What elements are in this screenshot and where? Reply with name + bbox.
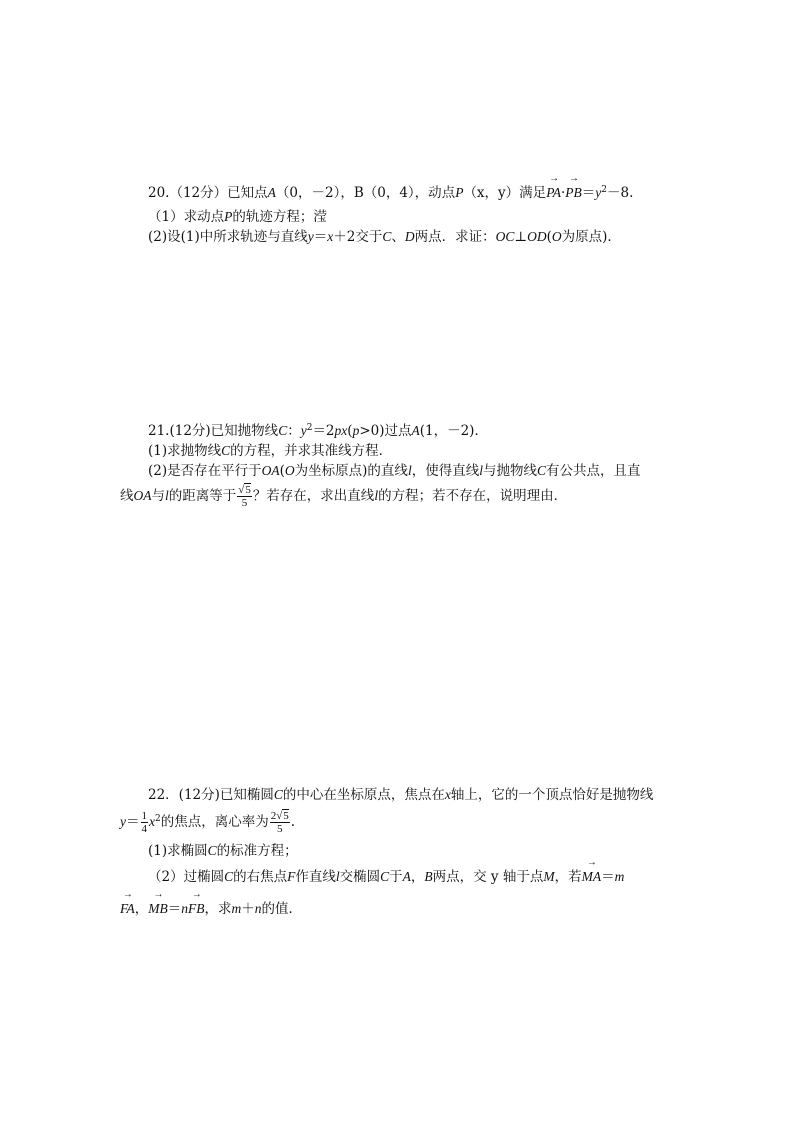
fraction-numerator: √5 [238,484,251,496]
fraction-denominator: 4 [141,823,147,835]
q22-part2 [148,868,624,886]
q20-part2 [148,228,621,246]
q21-part2-text: ( [279,463,285,479]
ellipse-C: C [224,869,234,884]
q22-part2-text: 的右焦点 [233,869,288,885]
q22-part2-text: 于 [389,869,403,885]
q21-part2-cont [120,484,567,509]
q21-part2-text: 的方程；若不存在，说明理由． [378,488,568,504]
equals-sign: ＝ [601,869,615,885]
coefficient: 2 [270,810,277,822]
q20-part2-text: ( [546,229,552,245]
q20-part2-text: 为原点)． [561,229,621,245]
q22-stem [148,786,653,804]
q20-stem [148,184,633,202]
q22-stem-text: 22．(12分)已知椭圆 [148,787,274,803]
q21-stem-text: ＝2 [312,423,335,439]
equals-sign: ＝ [581,185,596,201]
vector-PA: → PA [546,184,561,202]
q21-stem [148,422,488,440]
q22-part2-text: ，若 [554,869,582,885]
q22-stem-text: 轴上，它的一个顶点恰好是抛物线 [450,787,654,803]
var-m: m [614,869,625,884]
q21-stem-text: ： [287,423,301,439]
equals-sign: ＝ [167,901,182,917]
q22-part2-text: （2）过椭圆 [148,869,225,885]
q22-part2-text: ， [134,901,149,917]
q21-part2-text: (2)是否存在平行于 [148,463,262,479]
ellipse-C: C [380,869,390,884]
var-n: n [254,901,262,916]
point-P: P [224,209,233,224]
q22-part2-text: 的值． [261,901,303,917]
fraction-denominator: 5 [241,497,248,509]
point-M: M [543,869,555,884]
point-A: A [411,423,420,438]
vector-PB: → PB [565,184,582,202]
q21-part2-text: ，使得直线 [411,463,480,479]
fraction-2sqrt5-over-5 [270,810,290,835]
q20-part1 [148,208,327,226]
line-l: l [479,463,483,478]
var-px: px [334,423,348,438]
q20-part2-text: ＋2交于 [333,229,383,245]
q22-part1-text: 的标准方程； [216,843,298,859]
ellipse-C: C [207,843,217,858]
q22-part2-text: 两点，交 y 轴于点 [432,869,544,885]
dot-operator: · [560,185,566,201]
var-m: m [231,901,242,916]
point-D: D [404,229,415,244]
q20-part2-text: (2)设(1)中所求轨迹与直线 [148,229,308,245]
q21-part2-text: 的距离等于 [168,488,237,504]
q22-part1 [148,842,298,860]
q20-constant: －8. [606,185,634,201]
q21-stem-text: ( [347,423,353,439]
fraction-denominator: 5 [277,823,283,835]
q22-part2-text: 作直线 [295,869,336,885]
vector-FB: → FB [188,900,205,918]
var-y: y [300,423,307,438]
q22-part2-cont [120,900,302,918]
curve-C: C [221,443,231,458]
segment-OA: OA [133,488,152,503]
q21-stem-text: 21.(12分)已知抛物线 [148,423,279,439]
radicand: 5 [245,484,251,496]
q22-stem-text: 的焦点，离心率为 [160,814,269,830]
equals-sign: ＝ [313,229,328,245]
point-P: P [455,185,464,200]
line-l: l [335,869,340,884]
q21-stem-text: (1，－2)． [419,423,488,439]
fraction-numerator: 2√5 [270,810,289,822]
point-F: F [287,869,296,884]
line-l: l [165,488,169,503]
q21-stem-text: >0)过点 [359,423,412,439]
q22-stem-text: 的中心在坐标原点，焦点在 [282,787,445,803]
fraction-numerator: 1 [141,810,147,822]
q20-part2-text: 、 [391,229,405,245]
plus-sign: ＋ [241,901,255,917]
q22-part2-text: 交椭圆 [339,869,381,885]
q21-part2-text: 与抛物线 [482,463,537,479]
q22-part2-text: ， [410,869,425,885]
q21-part1-text: (1)求抛物线 [148,443,222,459]
q21-part2-text: 线 [120,488,134,504]
segment-OD: OD [527,229,547,244]
point-C: C [382,229,392,244]
var-n: n [181,901,189,916]
segment-OC: OC [495,229,515,244]
q21-part2-text: ？若存在，求出直线 [252,488,375,504]
q21-part2-text: 为坐标原点)的直线 [294,463,408,479]
var-y: y [307,229,314,244]
q20-part1-trailing-char: 滢 [313,209,327,225]
point-B: B [424,869,433,884]
var-y: y [120,814,126,829]
var-y: y [595,185,602,200]
vector-MB: → MB [148,900,168,918]
curve-C: C [536,463,546,478]
period: . [290,814,296,830]
q20-coords: （0，－2），B（0，4），动点 [275,185,456,201]
segment-OA: OA [261,463,280,478]
q20-part1-text: 的轨迹方程； [232,209,314,225]
exponent: 2 [306,423,313,433]
point-O: O [551,229,562,244]
q21-part2-text: 与 [151,488,165,504]
var-p: p [352,423,360,438]
q20-moving-point: （x，y）满足 [463,185,547,201]
vector-FA: → FA [120,900,135,918]
point-O: O [284,463,295,478]
radicand: 5 [283,810,289,822]
var-x: x [149,814,155,829]
q21-part1 [148,442,392,460]
curve-C: C [278,423,288,438]
var-x: x [444,787,451,802]
ellipse-C: C [273,787,283,802]
vector-MA: → MA [582,868,602,886]
q22-part2-text: ，求 [204,901,232,917]
exponent: 2 [155,814,161,824]
point-A: A [402,869,411,884]
point-A: A [267,185,276,200]
q20-part1-text: （1）求动点 [148,209,225,225]
q22-stem-cont [120,810,295,835]
line-l: l [374,488,379,503]
q21-part1-text: 的方程，并求其准线方程． [230,443,393,459]
q21-part2 [148,462,640,480]
q21-part2-text: 有公共点，且直 [545,463,641,479]
perpendicular-symbol: ⊥ [514,229,528,245]
q20-part2-text: 两点．求证： [414,229,496,245]
fraction-one-quarter [141,810,149,835]
fraction-sqrt5-over-5 [237,484,252,509]
var-x: x [327,229,334,244]
q20-stem-text: 20.（12分）已知点 [148,185,268,201]
line-l: l [407,463,412,478]
equals-sign: ＝ [126,814,140,830]
exponent: 2 [601,185,607,195]
q22-part1-text: (1)求椭圆 [148,843,208,859]
